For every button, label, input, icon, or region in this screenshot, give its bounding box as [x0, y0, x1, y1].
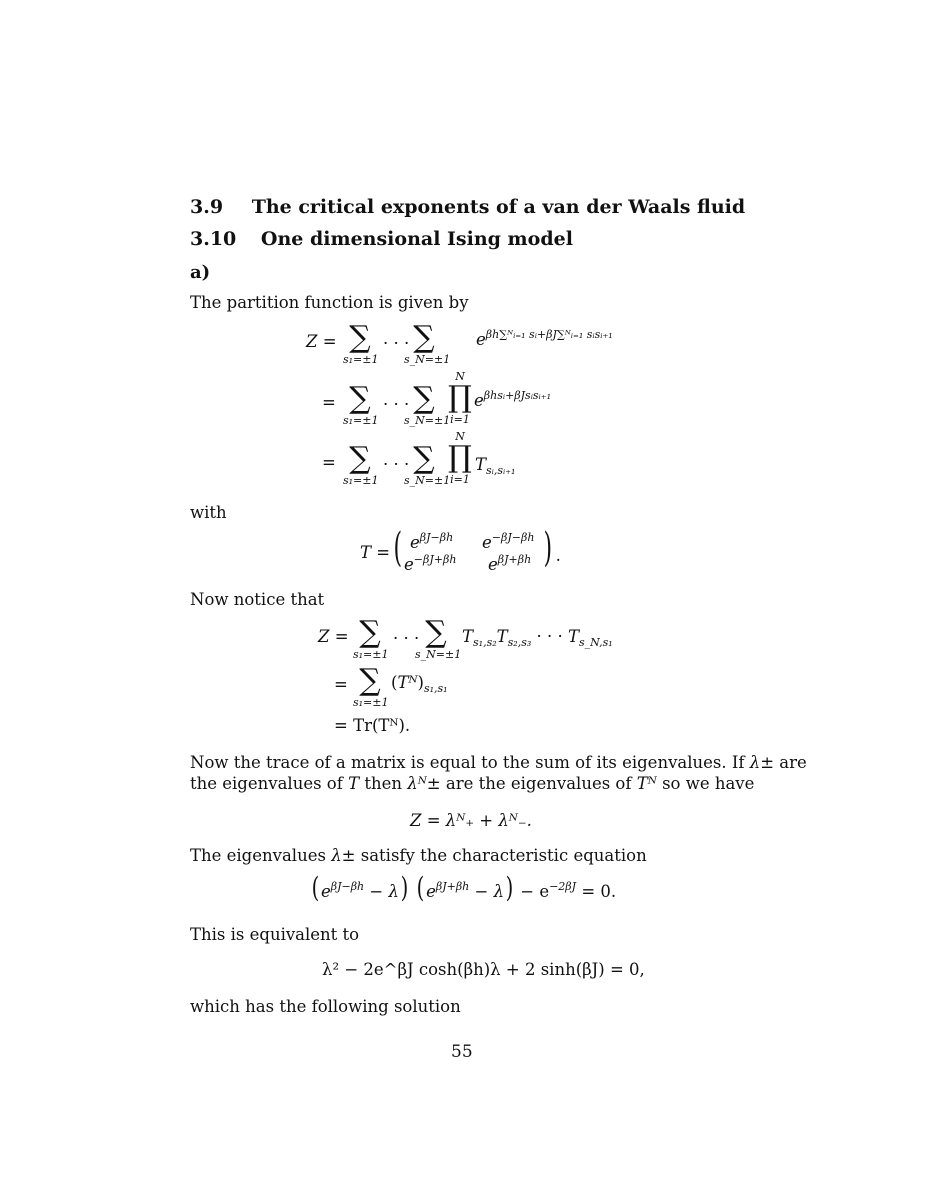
paragraph-partition-intro: The partition function is given by: [190, 293, 469, 312]
section-title: One dimensional Ising model: [260, 228, 573, 250]
section-heading-3-10: [190, 228, 573, 250]
exponential-term: $e^{\beta h\sum ᴺᵢ_{=1} sᵢ+\beta J\sum ᴺᵢ_{=1} sᵢsᵢ_{+1}}$: [476, 327, 613, 349]
matrix-left-paren: (: [393, 525, 403, 571]
page-number: 55: [451, 1042, 473, 1062]
sum-s1: ∑ s₁=±1: [353, 615, 389, 661]
matrix-right-paren: ) .: [543, 525, 561, 571]
matrix-T-label: T =: [360, 543, 391, 562]
dots: · · ·: [383, 334, 410, 353]
section-number: 3.10: [190, 228, 237, 250]
sum-s1: ∑ s₁=±1: [343, 441, 379, 487]
paragraph-equivalent: This is equivalent to: [190, 925, 360, 944]
equals-sign: =: [334, 675, 348, 694]
matrix-power-element: $(Tᴺ)_{s_1,s_1}$: [391, 673, 448, 695]
equals-sign: =: [322, 453, 336, 472]
sum-sN: ∑ s_N=±1: [404, 320, 451, 366]
equation-quadratic: λ² − 2e^βJ cosh(βh)λ + 2 sinh(βJ) = 0,: [322, 960, 645, 979]
paragraph-with: with: [190, 503, 227, 522]
matrix-entry-22: $e^{\beta J+\beta h}$: [488, 552, 532, 574]
sum-sN: ∑ s_N=±1: [415, 615, 462, 661]
equation-characteristic: $(e^{\beta J-\beta h} - \lambda) (e^{\beta J+\beta h} - \lambda) - e^{-2\beta J} = 0$.: [311, 871, 617, 904]
paragraph-trace-line1: Now the trace of a matrix is equal to the sum of its eigenvalues. If λ± are: [190, 753, 807, 772]
product-i: N ∏ i=1: [448, 370, 472, 426]
transfer-matrix-chain: $T_{s_1,s_2}T_{s_2,s_3}$ · · · $T_{s\_N,s_1}$: [462, 627, 613, 649]
matrix-entry-11: $e^{\beta J-\beta h}$: [410, 530, 454, 552]
exponential-term: $e^{\beta hsᵢ+\beta Jsᵢsᵢ_{+1}}$: [474, 388, 551, 410]
paragraph-solution: which has the following solution: [190, 997, 461, 1016]
product-i: N ∏ i=1: [448, 430, 472, 486]
dots: · · ·: [393, 629, 420, 648]
section-heading-3-9: [190, 196, 745, 218]
matrix-entry-21: $e^{-\beta J+\beta h}$: [404, 552, 457, 574]
equation-Z-eigen: Z = λᴺ₊ + λᴺ₋.: [410, 811, 532, 830]
equation-trace: = Tr(Tᴺ).: [334, 716, 411, 735]
part-label-a: a): [190, 262, 211, 283]
sum-s1: ∑ s₁=±1: [353, 663, 389, 709]
matrix-entry-12: $e^{-\beta J-\beta h}$: [482, 530, 535, 552]
equals-sign: =: [322, 393, 336, 412]
equation-Z-line1: Z =: [306, 332, 337, 351]
equation-Z-line1: Z =: [318, 627, 349, 646]
sum-sN: ∑ s_N=±1: [404, 441, 451, 487]
paragraph-eigenvalues: The eigenvalues λ± satisfy the characteristic equation: [190, 846, 647, 865]
paragraph-notice: Now notice that: [190, 590, 325, 609]
paragraph-trace-line2: the eigenvalues of T then λᴺ± are the eigenvalues of Tᴺ so we have: [190, 774, 755, 793]
sum-s1: ∑ s₁=±1: [343, 381, 379, 427]
sum-s1: ∑ s₁=±1: [343, 320, 379, 366]
transfer-matrix-element: $T_{sᵢ,sᵢ_{+1}}$: [475, 455, 516, 477]
section-title: The critical exponents of a van der Waals fluid: [251, 196, 746, 218]
section-number: 3.9: [190, 196, 224, 218]
dots: · · ·: [383, 455, 410, 474]
dots: · · ·: [383, 395, 410, 414]
sum-sN: ∑ s_N=±1: [404, 381, 451, 427]
